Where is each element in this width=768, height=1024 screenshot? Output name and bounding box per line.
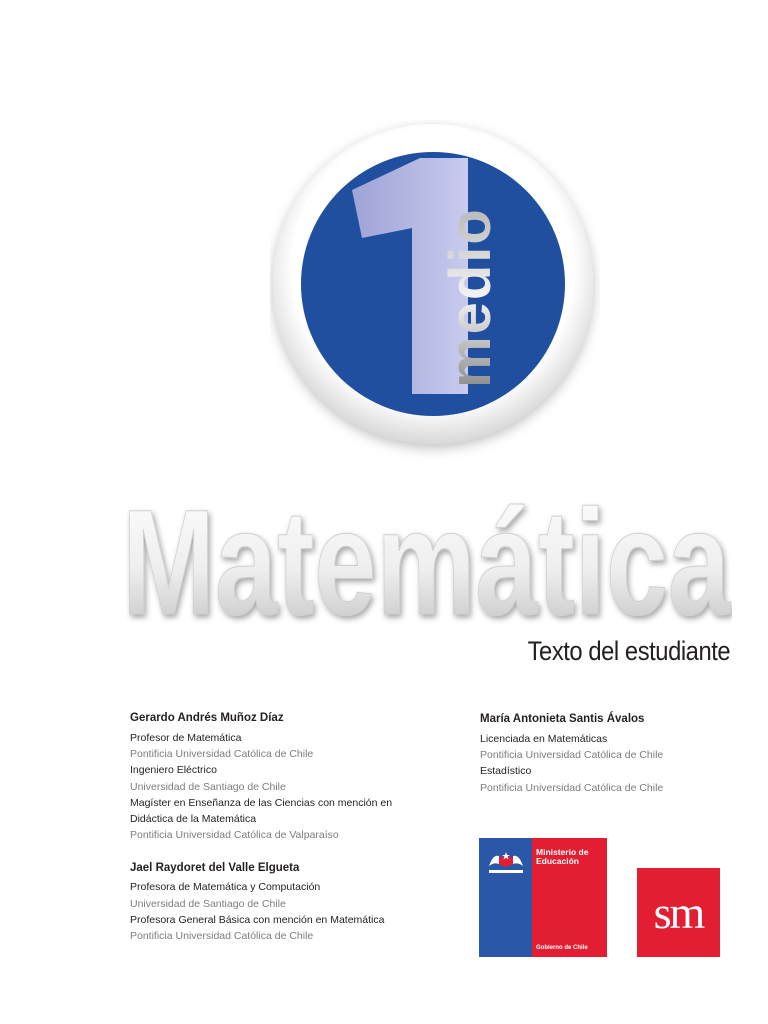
author-institution: Pontificia Universidad Católica de Chile xyxy=(130,748,314,761)
author-block xyxy=(130,710,430,844)
author-credential: Ingeniero Eléctrico xyxy=(130,764,217,777)
authors-right-column xyxy=(480,711,740,812)
course-badge xyxy=(270,120,600,460)
title-text: Matemática xyxy=(122,478,732,638)
author-institution: Pontificia Universidad Católica de Valparaíso xyxy=(130,829,339,842)
author-name: Gerardo Andrés Muñoz Díaz xyxy=(130,712,284,724)
author-institution: Pontificia Universidad Católica de Chile xyxy=(480,781,664,794)
author-name: Jael Raydoret del Valle Elgueta xyxy=(130,861,300,874)
author-institution: Universidad de Santiago de Chile xyxy=(130,897,286,910)
badge-label: medio xyxy=(438,207,503,388)
author-block xyxy=(130,860,430,945)
author-credential: Didáctica de la Matemática xyxy=(130,813,257,826)
mineduc-line-2: Educación xyxy=(536,856,579,867)
subtitle: Texto del estudiante xyxy=(527,636,730,666)
author-name: María Antonieta Santis Ávalos xyxy=(480,713,645,725)
book-title xyxy=(0,478,732,638)
mineduc-footer: Gobierno de Chile xyxy=(536,945,588,951)
author-credential: Licenciada en Matemáticas xyxy=(480,732,608,745)
author-credential: Magíster en Enseñanza de las Ciencias con mención en xyxy=(130,796,393,809)
mineduc-red-panel xyxy=(532,838,607,957)
author-institution: Universidad de Santiago de Chile xyxy=(130,780,286,793)
chile-coat-of-arms-icon xyxy=(485,842,527,878)
mineduc-logo xyxy=(479,838,607,957)
author-credential: Profesor de Matemática xyxy=(130,731,242,744)
sm-publisher-logo: sm xyxy=(637,868,720,957)
mineduc-line-1: Ministerio de xyxy=(536,847,589,857)
author-institution: Pontificia Universidad Católica de Chile xyxy=(130,930,314,943)
author-credential: Profesora General Básica con mención en Matemática xyxy=(130,914,385,927)
authors-left-column xyxy=(130,710,430,961)
author-credential: Estadístico xyxy=(480,765,532,778)
author-block xyxy=(480,711,740,796)
author-institution: Pontificia Universidad Católica de Chile xyxy=(480,749,664,762)
author-credential: Profesora de Matemática y Computación xyxy=(130,881,321,894)
course-badge-graphic xyxy=(270,120,600,460)
mineduc-blue-panel xyxy=(479,838,532,957)
